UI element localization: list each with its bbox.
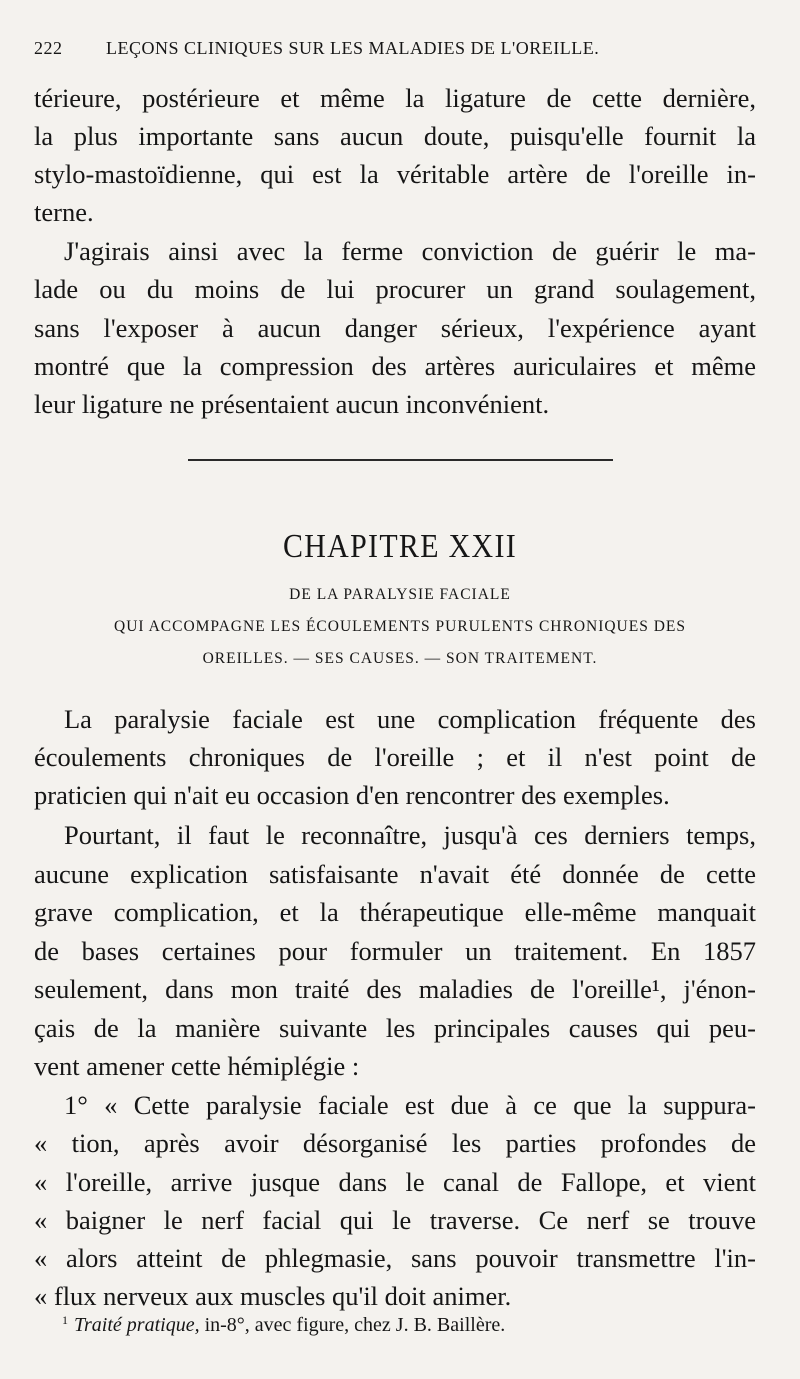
text-line: çais de la manière suivante les principales causes qui peu- (34, 1013, 756, 1043)
chapter-title: CHAPITRE XXII (282, 528, 518, 565)
text-line: Pourtant, il faut le reconnaître, jusqu'à ces derniers temps, (64, 820, 756, 850)
chapter-subtitle: QUI ACCOMPAGNE LES ÉCOULEMENTS PURULENTS CHRONIQUES DES (114, 618, 686, 635)
text-line: vent amener cette hémiplégie : (34, 1051, 360, 1081)
running-title: LEÇONS CLINIQUES SUR LES MALADIES DE L'OREILLE. (106, 38, 600, 58)
text-line: montré que la compression des artères auriculaires et même (34, 351, 756, 381)
text-line: seulement, dans mon traité des maladies de l'oreille¹, j'énon- (34, 974, 756, 1004)
footnote (62, 1313, 762, 1337)
text-line: « flux nerveux aux muscles qu'il doit animer. (34, 1281, 512, 1311)
text-line: « baigner le nerf facial qui le traverse. Ce nerf se trouve (34, 1205, 756, 1235)
footnote-text: in-8°, avec figure, chez J. B. Baillère. (199, 1314, 506, 1336)
text-line: lade ou du moins de lui procurer un grand soulagement, (34, 274, 756, 304)
chapter-subtitle: DE LA PARALYSIE FACIALE (289, 586, 511, 603)
text-line: la plus importante sans aucun doute, puisqu'elle fournit la (34, 121, 756, 151)
text-line: leur ligature ne présentaient aucun inconvénient. (34, 389, 550, 419)
chapter-subtitle: OREILLES. — SES CAUSES. — SON TRAITEMENT. (202, 650, 598, 667)
text-line: aucune explication satisfaisante n'avait été donnée de cette (34, 859, 756, 889)
section-divider (188, 459, 613, 461)
text-line: de bases certaines pour formuler un traitement. En 1857 (34, 936, 756, 966)
running-header (34, 38, 774, 59)
text-line: « l'oreille, arrive jusque dans le canal de Fallope, et vient (34, 1167, 756, 1197)
text-line: La paralysie faciale est une complication fréquente des (64, 704, 756, 734)
text-line: stylo-mastoïdienne, qui est la véritable artère de l'oreille in- (34, 159, 756, 189)
text-line: terne. (34, 197, 94, 227)
text-line: J'agirais ainsi avec la ferme conviction de guérir le ma- (64, 236, 756, 266)
text-line: térieure, postérieure et même la ligature de cette dernière, (34, 83, 756, 113)
footnote-title: Traité pratique, (74, 1314, 200, 1336)
text-line: 1° « Cette paralysie faciale est due à ce que la suppura- (64, 1090, 756, 1120)
text-line: praticien qui n'ait eu occasion d'en rencontrer des exemples. (34, 780, 670, 810)
page-number: 222 (34, 38, 63, 58)
text-line: écoulements chroniques de l'oreille ; et il n'est point de (34, 742, 756, 772)
text-line: « tion, après avoir désorganisé les parties profondes de (34, 1128, 756, 1158)
text-line: « alors atteint de phlegmasie, sans pouvoir transmettre l'in- (34, 1243, 756, 1273)
text-line: grave complication, et la thérapeutique elle-même manquait (34, 897, 756, 927)
text-line: sans l'exposer à aucun danger sérieux, l'expérience ayant (34, 313, 756, 343)
footnote-marker: 1 (62, 1313, 68, 1327)
